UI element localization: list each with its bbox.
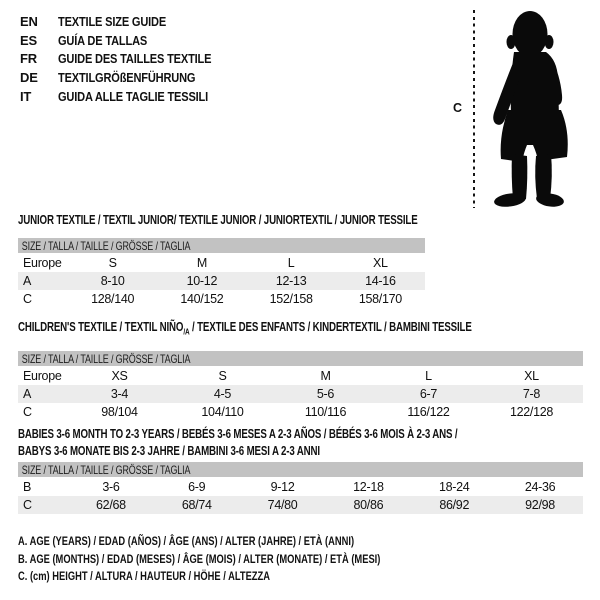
language-title: GUIDA ALLE TAGLIE TESSILI — [58, 88, 209, 104]
size-cell: 8-10 — [100, 274, 125, 288]
junior-size-table — [18, 238, 425, 308]
babies-size-table — [18, 462, 583, 514]
size-cell: L — [425, 369, 432, 383]
size-cell: 18-24 — [438, 480, 470, 494]
list-item — [20, 49, 238, 68]
language-code: EN — [20, 13, 38, 29]
row-label: A — [23, 387, 32, 401]
measurement-legend — [18, 533, 495, 586]
size-cell: 14-16 — [365, 274, 396, 288]
size-header-label: SIZE / TALLA / TAILLE / GRÖSSE / TAGLIA — [21, 238, 191, 253]
row-label: C — [23, 292, 32, 306]
children-size-table — [18, 351, 583, 421]
legend-line-a: A. AGE (YEARS) / EDAD (AÑOS) / ÂGE (ANS) / ALTER (JAHRE) / ETÀ (ANNI) — [18, 534, 355, 548]
size-cell: 86/92 — [439, 498, 470, 512]
table-row — [18, 403, 583, 421]
size-cell: XL — [373, 256, 388, 270]
list-item — [20, 68, 238, 87]
legend-line-b: B. AGE (MONTHS) / EDAD (MESES) / ÂGE (MOIS) / ALTER (MONATE) / ETÀ (MESI) — [18, 551, 381, 566]
size-header-bar — [18, 462, 583, 477]
junior-section-title — [18, 211, 544, 228]
language-title: GUÍA DE TALLAS — [58, 32, 148, 48]
language-title: TEXTILGRÖßENFÜHRUNG — [58, 69, 196, 85]
row-label: Europe — [23, 256, 62, 270]
babies-section-title — [18, 425, 596, 459]
title-subscript: /A — [183, 326, 190, 337]
size-cell: 92/98 — [525, 498, 555, 512]
babies-title-line2: BABYS 3-6 MONATE BIS 2-3 JAHRE / BAMBINI 3-6 MESI A 2-3 ANNI — [18, 443, 320, 458]
size-cell: 80/86 — [353, 498, 384, 512]
size-cell: 116/122 — [407, 405, 450, 419]
row-label: C — [23, 405, 32, 419]
table-row — [18, 496, 583, 514]
size-cell: S — [108, 256, 117, 270]
language-title: GUIDE DES TAILLES TEXTILE — [58, 51, 212, 67]
size-cell: 3-4 — [110, 387, 129, 401]
row-label: A — [23, 274, 32, 288]
children-section-title-text — [18, 318, 472, 341]
size-header-label: SIZE / TALLA / TAILLE / GRÖSSE / TAGLIA — [21, 351, 191, 366]
legend-line-c: C. (cm) HEIGHT / ALTURA / HAUTEUR / HÖHE / ALTEZZA — [18, 569, 270, 584]
language-code: DE — [20, 69, 38, 85]
size-cell: S — [218, 369, 227, 383]
size-cell: 12-18 — [353, 480, 384, 494]
title-part: / TEXTILE DES ENFANTS / KINDERTEXTIL / BAMBINI TESSILE — [189, 319, 472, 334]
size-header-bar — [18, 351, 583, 366]
size-cell: 62/68 — [96, 498, 126, 512]
row-label: B — [23, 480, 32, 494]
size-cell: 10-12 — [186, 274, 218, 288]
list-item — [20, 31, 238, 50]
size-cell: 6-7 — [419, 387, 438, 401]
size-cell: 98/104 — [101, 405, 138, 419]
row-label: Europe — [23, 369, 62, 383]
size-cell: 74/80 — [267, 498, 298, 512]
size-cell: 12-13 — [275, 274, 307, 288]
size-cell: 24-36 — [524, 480, 556, 494]
size-cell: XS — [111, 369, 128, 383]
title-part: CHILDREN'S TEXTILE / TEXTIL NIÑO — [18, 319, 184, 334]
list-item — [20, 87, 238, 106]
size-cell: 140/152 — [180, 292, 224, 306]
height-dashed-line — [473, 10, 475, 208]
size-cell: 68/74 — [181, 498, 212, 512]
language-code: IT — [20, 88, 32, 104]
size-header-label: SIZE / TALLA / TAILLE / GRÖSSE / TAGLIA — [21, 462, 191, 477]
size-cell: 122/128 — [509, 405, 554, 419]
table-row — [18, 478, 583, 496]
size-cell: 7-8 — [522, 387, 541, 401]
language-code: ES — [20, 32, 37, 48]
table-row — [18, 367, 583, 385]
size-cell: 128/140 — [91, 292, 135, 306]
size-cell: 158/170 — [358, 292, 402, 306]
table-row — [18, 254, 425, 272]
size-cell: 110/116 — [304, 405, 347, 419]
size-cell: 104/110 — [201, 405, 244, 419]
row-label: C — [23, 498, 32, 512]
size-cell: 5-6 — [316, 387, 335, 401]
table-row — [18, 290, 425, 308]
babies-title-line1: BABIES 3-6 MONTH TO 2-3 YEARS / BEBÉS 3-6 MESES A 2-3 AÑOS / BÉBÉS 3-6 MOIS À 2-3 ANS / — [18, 426, 458, 441]
size-cell: 9-12 — [270, 480, 295, 494]
language-title-list — [20, 12, 238, 105]
language-title: TEXTILE SIZE GUIDE — [58, 13, 167, 29]
children-section-title — [18, 318, 600, 341]
height-marker-label: C — [453, 101, 463, 115]
junior-section-title-text: JUNIOR TEXTILE / TEXTIL JUNIOR/ TEXTILE JUNIOR / JUNIORTEXTIL / JUNIOR TESSILE — [18, 212, 418, 227]
size-cell: M — [196, 256, 207, 270]
list-item — [20, 12, 238, 31]
size-cell: L — [287, 256, 295, 270]
size-cell: 6-9 — [188, 480, 206, 494]
language-code: FR — [20, 51, 37, 67]
size-cell: 3-6 — [102, 480, 120, 494]
size-header-bar — [18, 238, 425, 253]
size-cell: 152/158 — [269, 292, 313, 306]
size-cell: M — [320, 369, 331, 383]
table-row — [18, 385, 583, 403]
size-cell: XL — [524, 369, 539, 383]
size-cell: 4-5 — [213, 387, 232, 401]
table-row — [18, 272, 425, 290]
baby-silhouette-icon — [486, 8, 598, 211]
